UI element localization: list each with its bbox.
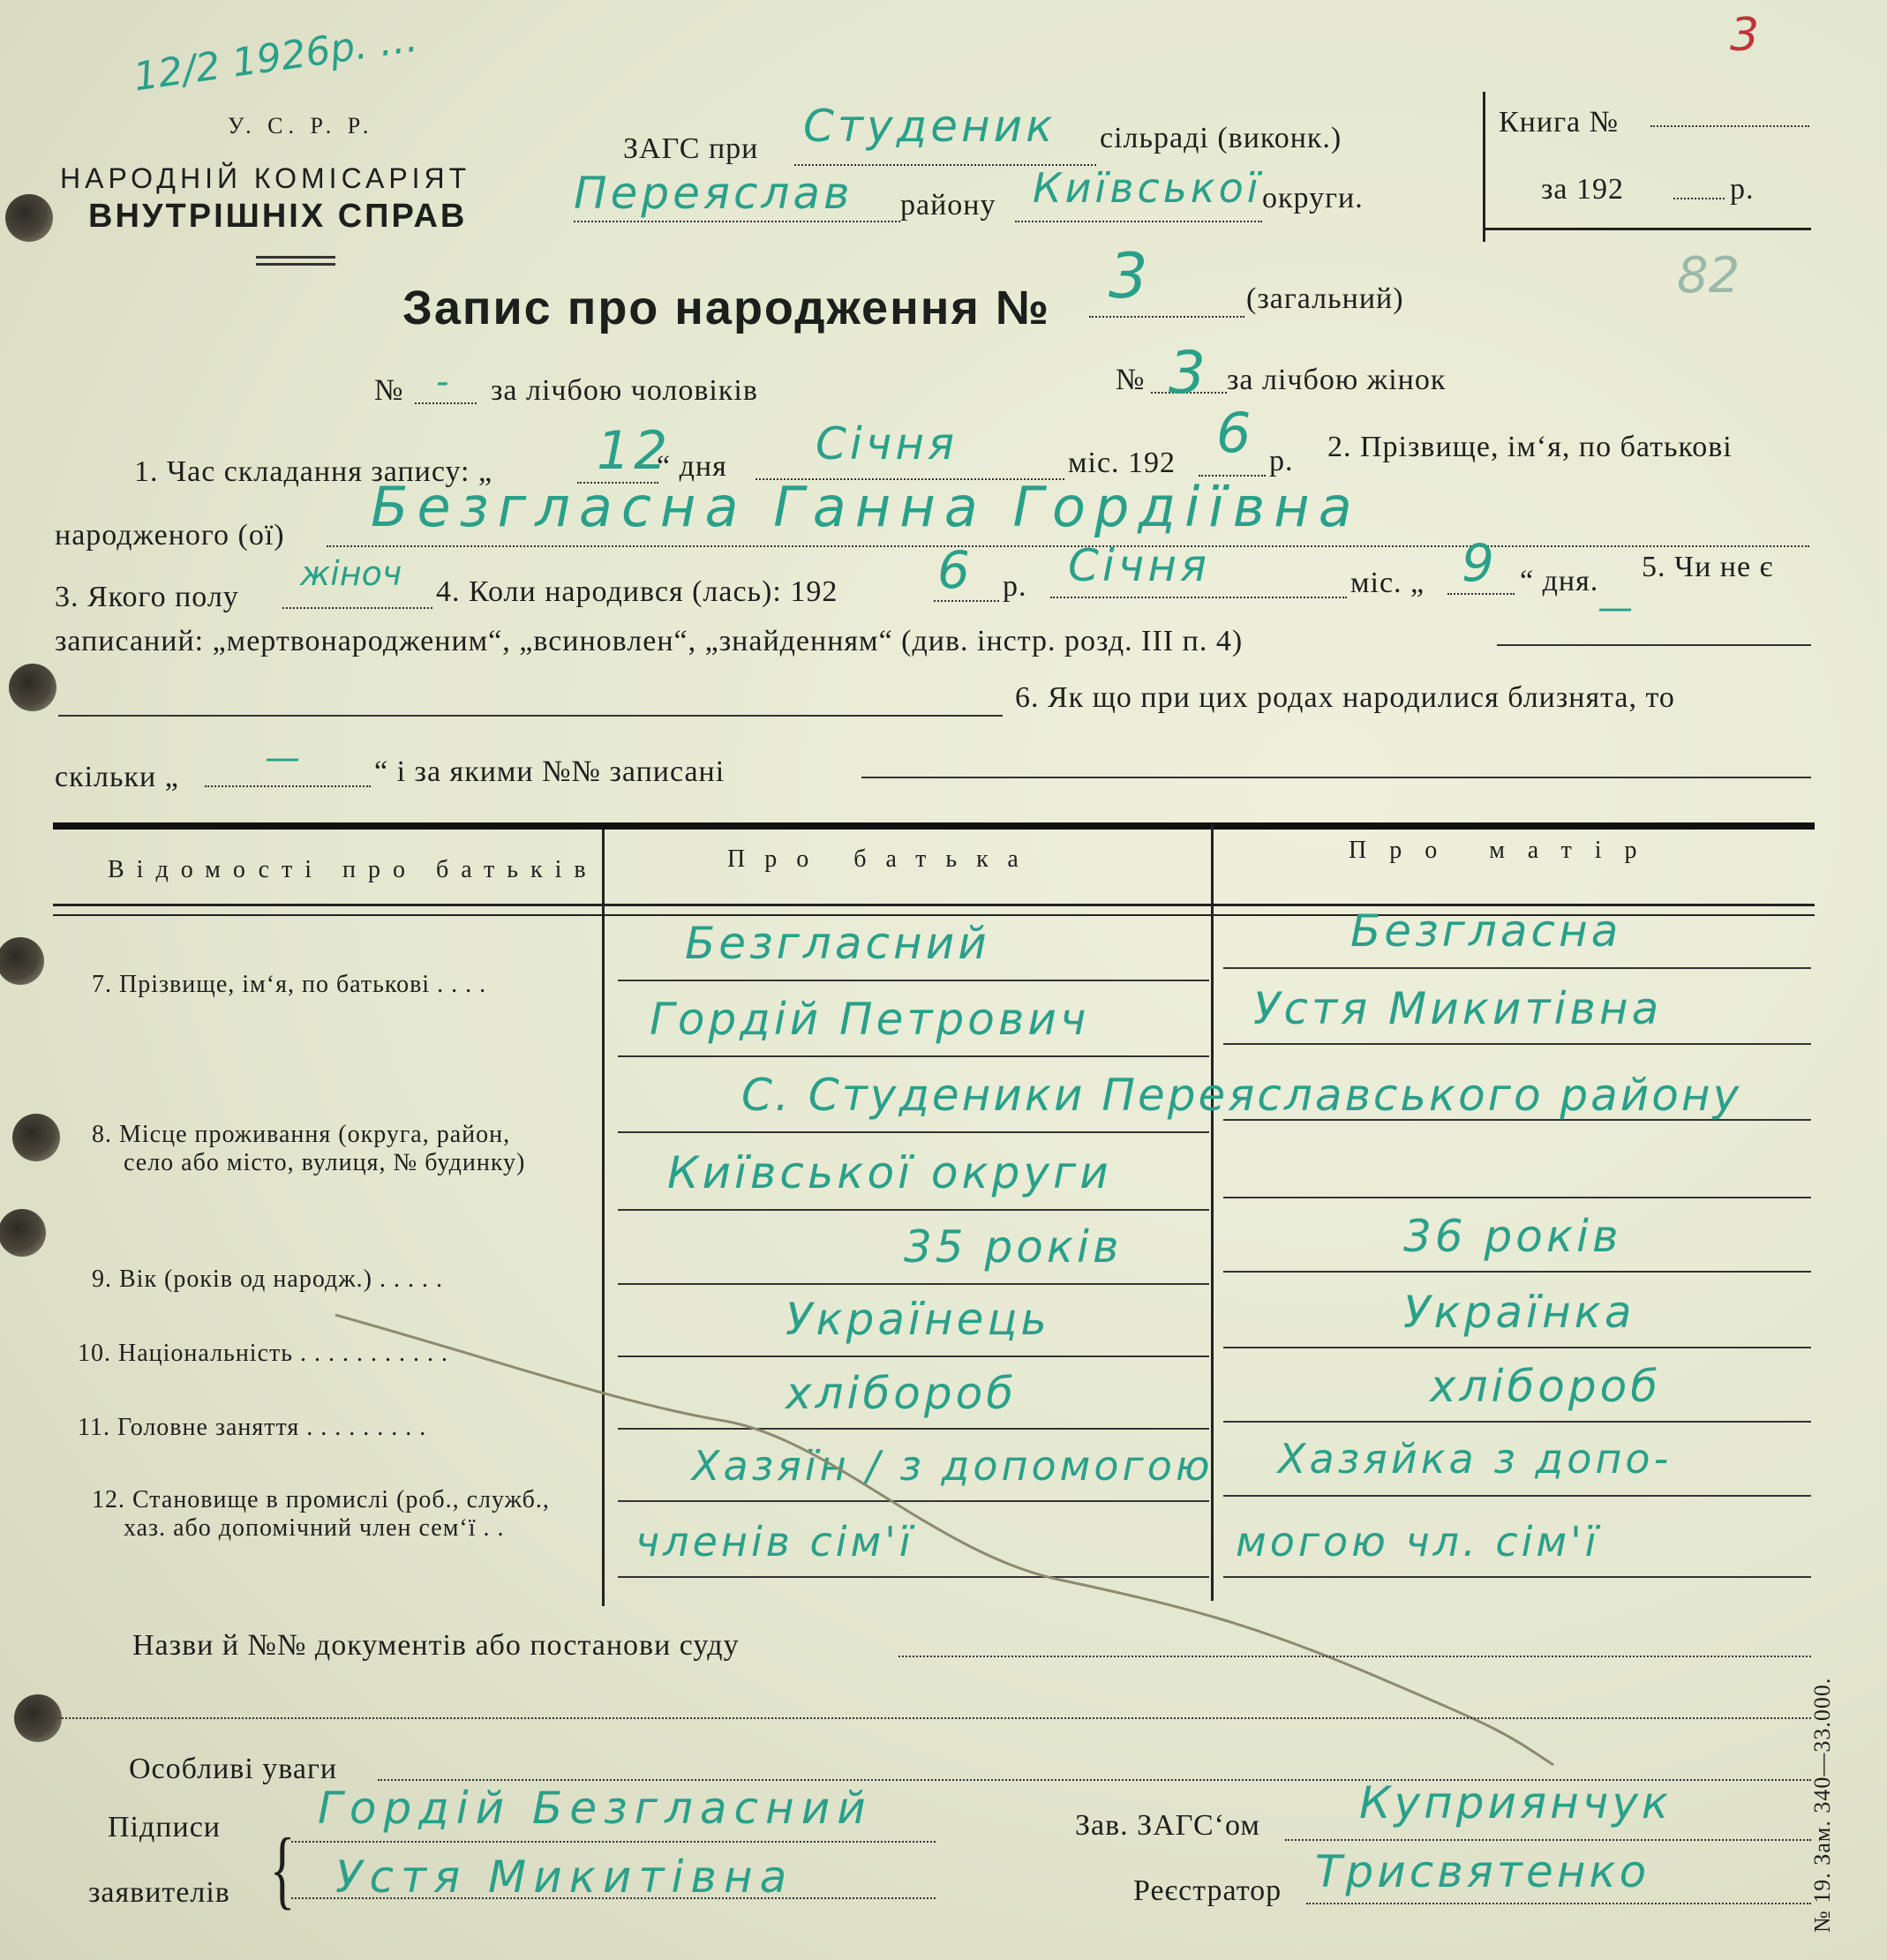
print-order-number: № 19. Зам. 340—33.000. (1809, 1677, 1835, 1933)
field1-month-handwritten: Січня (816, 418, 959, 469)
mother-nationality-handwritten: Українка (1403, 1287, 1635, 1338)
row8-label: 8. Місце проживання (округа, район, (92, 1121, 511, 1148)
documents-line2 (58, 1717, 1811, 1719)
birth-month-handwritten: Січня (1068, 540, 1211, 591)
binder-hole (5, 194, 53, 242)
field1-day-suffix: “ дня (657, 450, 727, 483)
field4-day-line (1447, 593, 1515, 595)
documents-label: Назви й №№ документів або постанови суду (132, 1629, 740, 1662)
father-age-handwritten: 35 років (904, 1221, 1123, 1273)
row8-label2: село або місто, вулиця, № будинку) (124, 1149, 526, 1176)
mother-line (1223, 1043, 1811, 1045)
binder-hole (0, 1209, 46, 1257)
corner-page-number: 3 (1730, 9, 1760, 62)
father-occupation-handwritten: хлібороб (786, 1368, 1018, 1419)
father-status-line2-handwritten: членів сім'ї (635, 1518, 914, 1566)
field6-label: 6. Як що при цих родах народилися близнята, то (1015, 681, 1675, 714)
field4-day-suffix: “ дня. (1520, 565, 1599, 597)
row7-label: 7. Прізвище, ім‘я, по батькові . . . . (92, 971, 487, 998)
village-handwritten: Студеник (803, 101, 1056, 152)
head-label: Зав. ЗАГС‘ом (1075, 1809, 1260, 1842)
residence-line2-handwritten: Київської округи (667, 1147, 1112, 1198)
head-signature: Куприянчук (1359, 1777, 1673, 1829)
book-box-border (1483, 92, 1485, 242)
men-no-prefix: № (374, 374, 404, 407)
registrar-signature: Трисвятенко (1315, 1846, 1650, 1897)
father-line (618, 980, 1209, 981)
mother-line (1223, 1576, 1811, 1578)
father-line (618, 1283, 1209, 1285)
men-number-line (415, 402, 477, 404)
district-handwritten: Переяслав (574, 168, 853, 219)
field2-label2: народженого (ої) (55, 519, 285, 552)
mother-line (1223, 967, 1811, 969)
signatures-brace: { (269, 1820, 296, 1918)
signatures-label2: заявителів (88, 1876, 230, 1909)
book-year-post: р. (1730, 173, 1755, 206)
field1-year-handwritten: 6 (1216, 401, 1255, 465)
field4-month-suffix: міс. „ (1350, 567, 1425, 599)
record-number-line (1089, 316, 1244, 318)
field3-label: 3. Якого полу (55, 581, 239, 613)
father-line (618, 1209, 1209, 1211)
binder-hole (9, 664, 56, 711)
book-year-pre: за 192 (1541, 173, 1625, 206)
record-number-handwritten: 3 (1109, 240, 1152, 312)
field4-year-suffix: р. (1003, 570, 1027, 603)
field5-value-handwritten: — (1598, 588, 1633, 628)
father-line (618, 1576, 1209, 1578)
binder-hole (12, 1114, 60, 1161)
book-year-line (1673, 198, 1725, 199)
district-line (574, 221, 900, 222)
mother-line (1223, 1197, 1811, 1198)
table-top-rule (53, 822, 1815, 830)
field3-sex-line (282, 607, 432, 609)
mother-status-line1-handwritten: Хазяйка з допо- (1278, 1435, 1673, 1483)
field5-line2 (58, 715, 1003, 717)
applicant-signature-2: Устя Микитівна (335, 1851, 794, 1903)
col-header-father: Про батька (727, 845, 1038, 873)
ussr-label: У. С. Р. Р. (228, 113, 374, 139)
commissariat-line2: ВНУТРІШНІХ СПРАВ (88, 198, 468, 235)
book-label: Книга № (1499, 106, 1620, 139)
birth-day-handwritten: 9 (1462, 533, 1498, 593)
field5-line (1497, 644, 1811, 646)
sex-handwritten: жіноч (300, 554, 402, 593)
father-status-line1-handwritten: Хазяїн / з допомогою (692, 1442, 1214, 1490)
zags-suffix: сільраді (виконк.) (1100, 122, 1342, 154)
father-surname-handwritten: Безгласний (685, 918, 990, 969)
table-col-divider (602, 830, 605, 1606)
page-title: Запис про народження № (402, 282, 1051, 334)
field5-label2: записаний: „мертвонародженим“, „всиновлен“, „знайденням“ (див. інстр. розд. III п. 4) (55, 625, 1244, 657)
general-label: (загальний) (1246, 282, 1404, 315)
field2-label: 2. Прізвище, ім‘я, по батькові (1327, 431, 1733, 463)
side-number: 82 (1677, 247, 1740, 304)
mother-line (1223, 1421, 1811, 1423)
row12-label: 12. Становище в промислі (роб., служб., (92, 1486, 550, 1513)
women-no-prefix: № (1116, 364, 1146, 396)
top-handwritten-note: 12/2 1926р. … (131, 15, 421, 101)
mother-age-handwritten: 36 років (1403, 1211, 1622, 1262)
father-line (618, 1131, 1209, 1133)
col-header-left: Відомості про батьків (108, 856, 598, 883)
okrug-handwritten: Київської (1033, 164, 1262, 212)
book-number-line (1650, 125, 1809, 127)
field6-label2-post: “ і за якими №№ записані (374, 755, 725, 788)
birth-year-handwritten: 6 (937, 540, 974, 600)
mother-name-handwritten: Устя Микитівна (1253, 983, 1663, 1034)
women-number-handwritten: 3 (1169, 339, 1209, 407)
mother-surname-handwritten: Безгласна (1350, 905, 1622, 957)
field6-count-line (205, 785, 371, 787)
child-name-handwritten: Безгласна Ганна Гордіївна (371, 475, 1361, 539)
field4-month-line (1050, 597, 1347, 598)
father-name-handwritten: Гордій Петрович (650, 994, 1090, 1045)
residence-line1-handwritten: С. Студеники Переяславського району (741, 1070, 1742, 1121)
row10-label: 10. Національність . . . . . . . . . . . (78, 1340, 449, 1367)
father-line (618, 1055, 1209, 1057)
divider (256, 256, 335, 259)
book-box-border (1483, 228, 1811, 230)
men-no-suffix: за лічбою чоловіків (491, 374, 758, 407)
registrar-label: Реєстратор (1133, 1874, 1282, 1907)
notes-label: Особливі уваги (129, 1753, 338, 1785)
mother-line (1223, 1347, 1811, 1348)
field1-year-suffix: р. (1269, 445, 1294, 477)
row9-label: 9. Вік (років од народж.) . . . . . (92, 1265, 443, 1293)
okrug-label: округи. (1262, 182, 1364, 214)
signature-line-1 (291, 1841, 936, 1843)
mother-line (1223, 1271, 1811, 1273)
district-label: району (900, 189, 996, 222)
head-signature-line (1285, 1839, 1811, 1841)
father-nationality-handwritten: Українець (786, 1294, 1050, 1345)
field5-label: 5. Чи не є (1642, 551, 1774, 583)
signatures-label1: Підписи (108, 1811, 221, 1844)
zags-prefix: ЗАГС при (623, 132, 759, 165)
applicant-signature-1: Гордій Безгласний (318, 1783, 873, 1834)
men-number-handwritten: - (436, 362, 449, 402)
field4-label: 4. Коли народився (лась): 192 (436, 575, 838, 608)
binder-hole (0, 937, 44, 985)
mother-line (1223, 1495, 1811, 1497)
field1-month-suffix: міс. 192 (1068, 447, 1177, 479)
divider (256, 263, 335, 266)
registrar-signature-line (1306, 1903, 1811, 1904)
field6-line (861, 777, 1811, 778)
field6-label2-pre: скільки „ (55, 761, 179, 793)
father-line (618, 1428, 1209, 1430)
documents-line (898, 1656, 1811, 1657)
binder-hole (14, 1694, 62, 1742)
twins-count-handwritten: — (265, 738, 300, 778)
mother-status-line2-handwritten: могою чл. сім'ї (1236, 1518, 1600, 1566)
field4-year-line (934, 600, 999, 602)
col-header-mother: Про матір (1349, 837, 1660, 864)
row12-label2: хаз. або допомічний член сем‘ї . . (124, 1514, 505, 1542)
field1-label: 1. Час складання запису: „ (134, 455, 493, 488)
commissariat-line1: НАРОДНІЙ КОМІСАРІЯТ (60, 162, 471, 194)
mother-occupation-handwritten: хлібороб (1430, 1361, 1662, 1412)
field1-day-handwritten: 12 (597, 420, 672, 482)
father-line (618, 1500, 1209, 1502)
okrug-line (1015, 221, 1262, 222)
father-line (618, 1355, 1209, 1357)
women-no-suffix: за лічбою жінок (1227, 364, 1447, 396)
row11-label: 11. Головне заняття . . . . . . . . . (78, 1414, 427, 1441)
